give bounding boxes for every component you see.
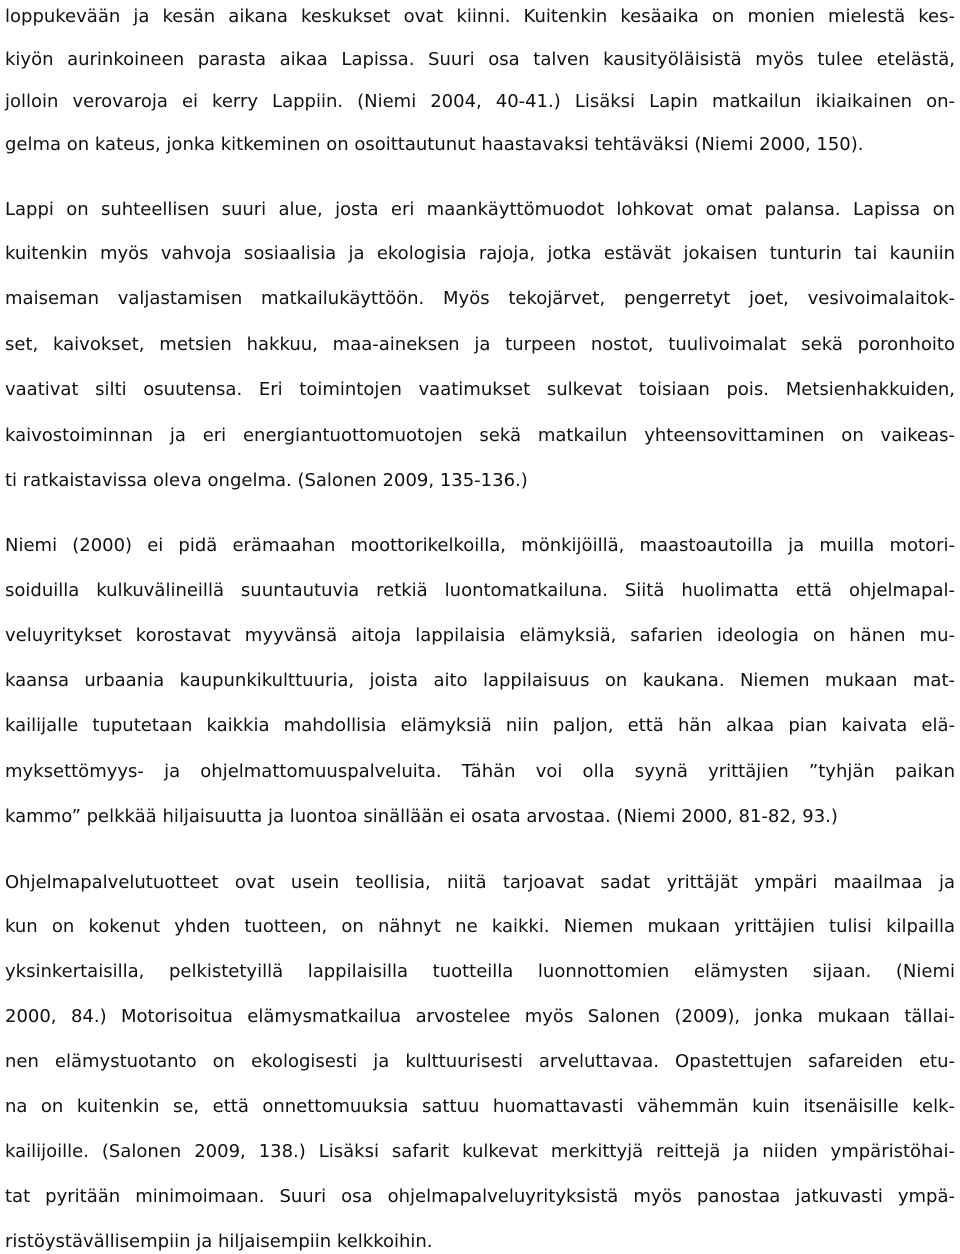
paragraph-4-line-2: kun on kokenut yhden tuotteen, on nähnyt ne kaikki. Niemen mukaan yrittäjien tulisi kilpailla — [5, 916, 955, 937]
paragraph-3-line-1: Niemi (2000) ei pidä erämaahan moottorikelkoilla, mönkijöillä, maastoautoilla ja muilla motori- — [5, 535, 955, 556]
paragraph-4-line-6: na on kuitenkin se, että onnettomuuksia sattuu huomattavasti vähemmän kuin itsenäisille kelk- — [5, 1096, 955, 1117]
paragraph-2-line-4: set, kaivokset, metsien hakkuu, maa-aineksen ja turpeen nostot, tuulivoimalat sekä poronhoito — [5, 334, 955, 355]
paragraph-1-line-2: kiyön aurinkoineen parasta aikaa Lapissa. Suuri osa talven kausityöläisistä myös tulee etelästä, — [5, 49, 955, 70]
paragraph-3-line-2: soiduilla kulkuvälineillä suuntautuvia retkiä luontomatkailuna. Siitä huolimatta että ohjelmapal- — [5, 580, 955, 601]
paragraph-3-line-7: kammo” pelkkää hiljaisuutta ja luontoa sinällään ei osata arvostaa. (Niemi 2000, 81-82, 93.) — [5, 806, 838, 827]
paragraph-2-line-1: Lappi on suhteellisen suuri alue, josta eri maankäyttömuodot lohkovat omat palansa. Lapissa on — [5, 199, 955, 220]
paragraph-4-line-8: tat pyritään minimoimaan. Suuri osa ohjelmapalveluyrityksistä myös panostaa jatkuvasti ympä- — [5, 1186, 955, 1207]
paragraph-2-line-5: vaativat silti osuutensa. Eri toimintojen vaatimukset sulkevat toisiaan pois. Metsienhakkuiden, — [5, 379, 955, 400]
paragraph-1-line-1: loppukevään ja kesän aikana keskukset ovat kiinni. Kuitenkin kesäaika on monien mielestä kes- — [5, 6, 955, 27]
paragraph-4-line-9: ristöystävällisempiin ja hiljaisempiin kelkkoihin. — [5, 1231, 433, 1252]
paragraph-4-line-7: kailijoille. (Salonen 2009, 138.) Lisäksi safarit kulkevat merkittyjä reittejä ja niiden ympäristöhai- — [5, 1141, 955, 1162]
paragraph-3-line-5: kailijalle tuputetaan kaikkia mahdollisia elämyksiä niin paljon, että hän alkaa pian kaivata elä- — [5, 715, 955, 736]
paragraph-3-line-4: kaansa urbaania kaupunkikulttuuria, joista aito lappilaisuus on kaukana. Niemen mukaan mat- — [5, 670, 955, 691]
paragraph-1-line-4: gelma on kateus, jonka kitkeminen on osoittautunut haastavaksi tehtäväksi (Niemi 2000, 150). — [5, 134, 864, 155]
paragraph-3-line-6: myksettömyys- ja ohjelmattomuuspalveluita. Tähän voi olla syynä yrittäjien ”tyhjän paikan — [5, 761, 955, 782]
paragraph-4-line-5: nen elämystuotanto on ekologisesti ja kulttuurisesti arveluttavaa. Opastettujen safareiden etu- — [5, 1051, 955, 1072]
paragraph-2-line-6: kaivostoiminnan ja eri energiantuottomuotojen sekä matkailun yhteensovittaminen on vaikeas- — [5, 425, 955, 446]
paragraph-4-line-1: Ohjelmapalvelutuotteet ovat usein teollisia, niitä tarjoavat sadat yrittäjät ympäri maailmaa ja — [5, 872, 955, 893]
paragraph-2-line-3: maiseman valjastamisen matkailukäyttöön. Myös tekojärvet, pengerretyt joet, vesivoimalaitok- — [5, 288, 955, 309]
paragraph-2-line-2: kuitenkin myös vahvoja sosiaalisia ja ekologisia rajoja, jotka estävät jokaisen tunturin tai kauniin — [5, 243, 955, 264]
paragraph-2-line-7: ti ratkaistavissa oleva ongelma. (Salonen 2009, 135-136.) — [5, 470, 528, 491]
paragraph-3-line-3: veluyritykset korostavat myyvänsä aitoja lappilaisia elämyksiä, safarien ideologia on hänen mu- — [5, 625, 955, 646]
paragraph-4-line-4: 2000, 84.) Motorisoitua elämysmatkailua arvostelee myös Salonen (2009), jonka mukaan tällai- — [5, 1006, 955, 1027]
paragraph-4-line-3: yksinkertaisilla, pelkistetyillä lappilaisilla tuotteilla luonnottomien elämysten sijaan. (Niemi — [5, 961, 955, 982]
paragraph-1-line-3: jolloin verovaroja ei kerry Lappiin. (Niemi 2004, 40-41.) Lisäksi Lapin matkailun ikiaikainen on- — [5, 91, 955, 112]
